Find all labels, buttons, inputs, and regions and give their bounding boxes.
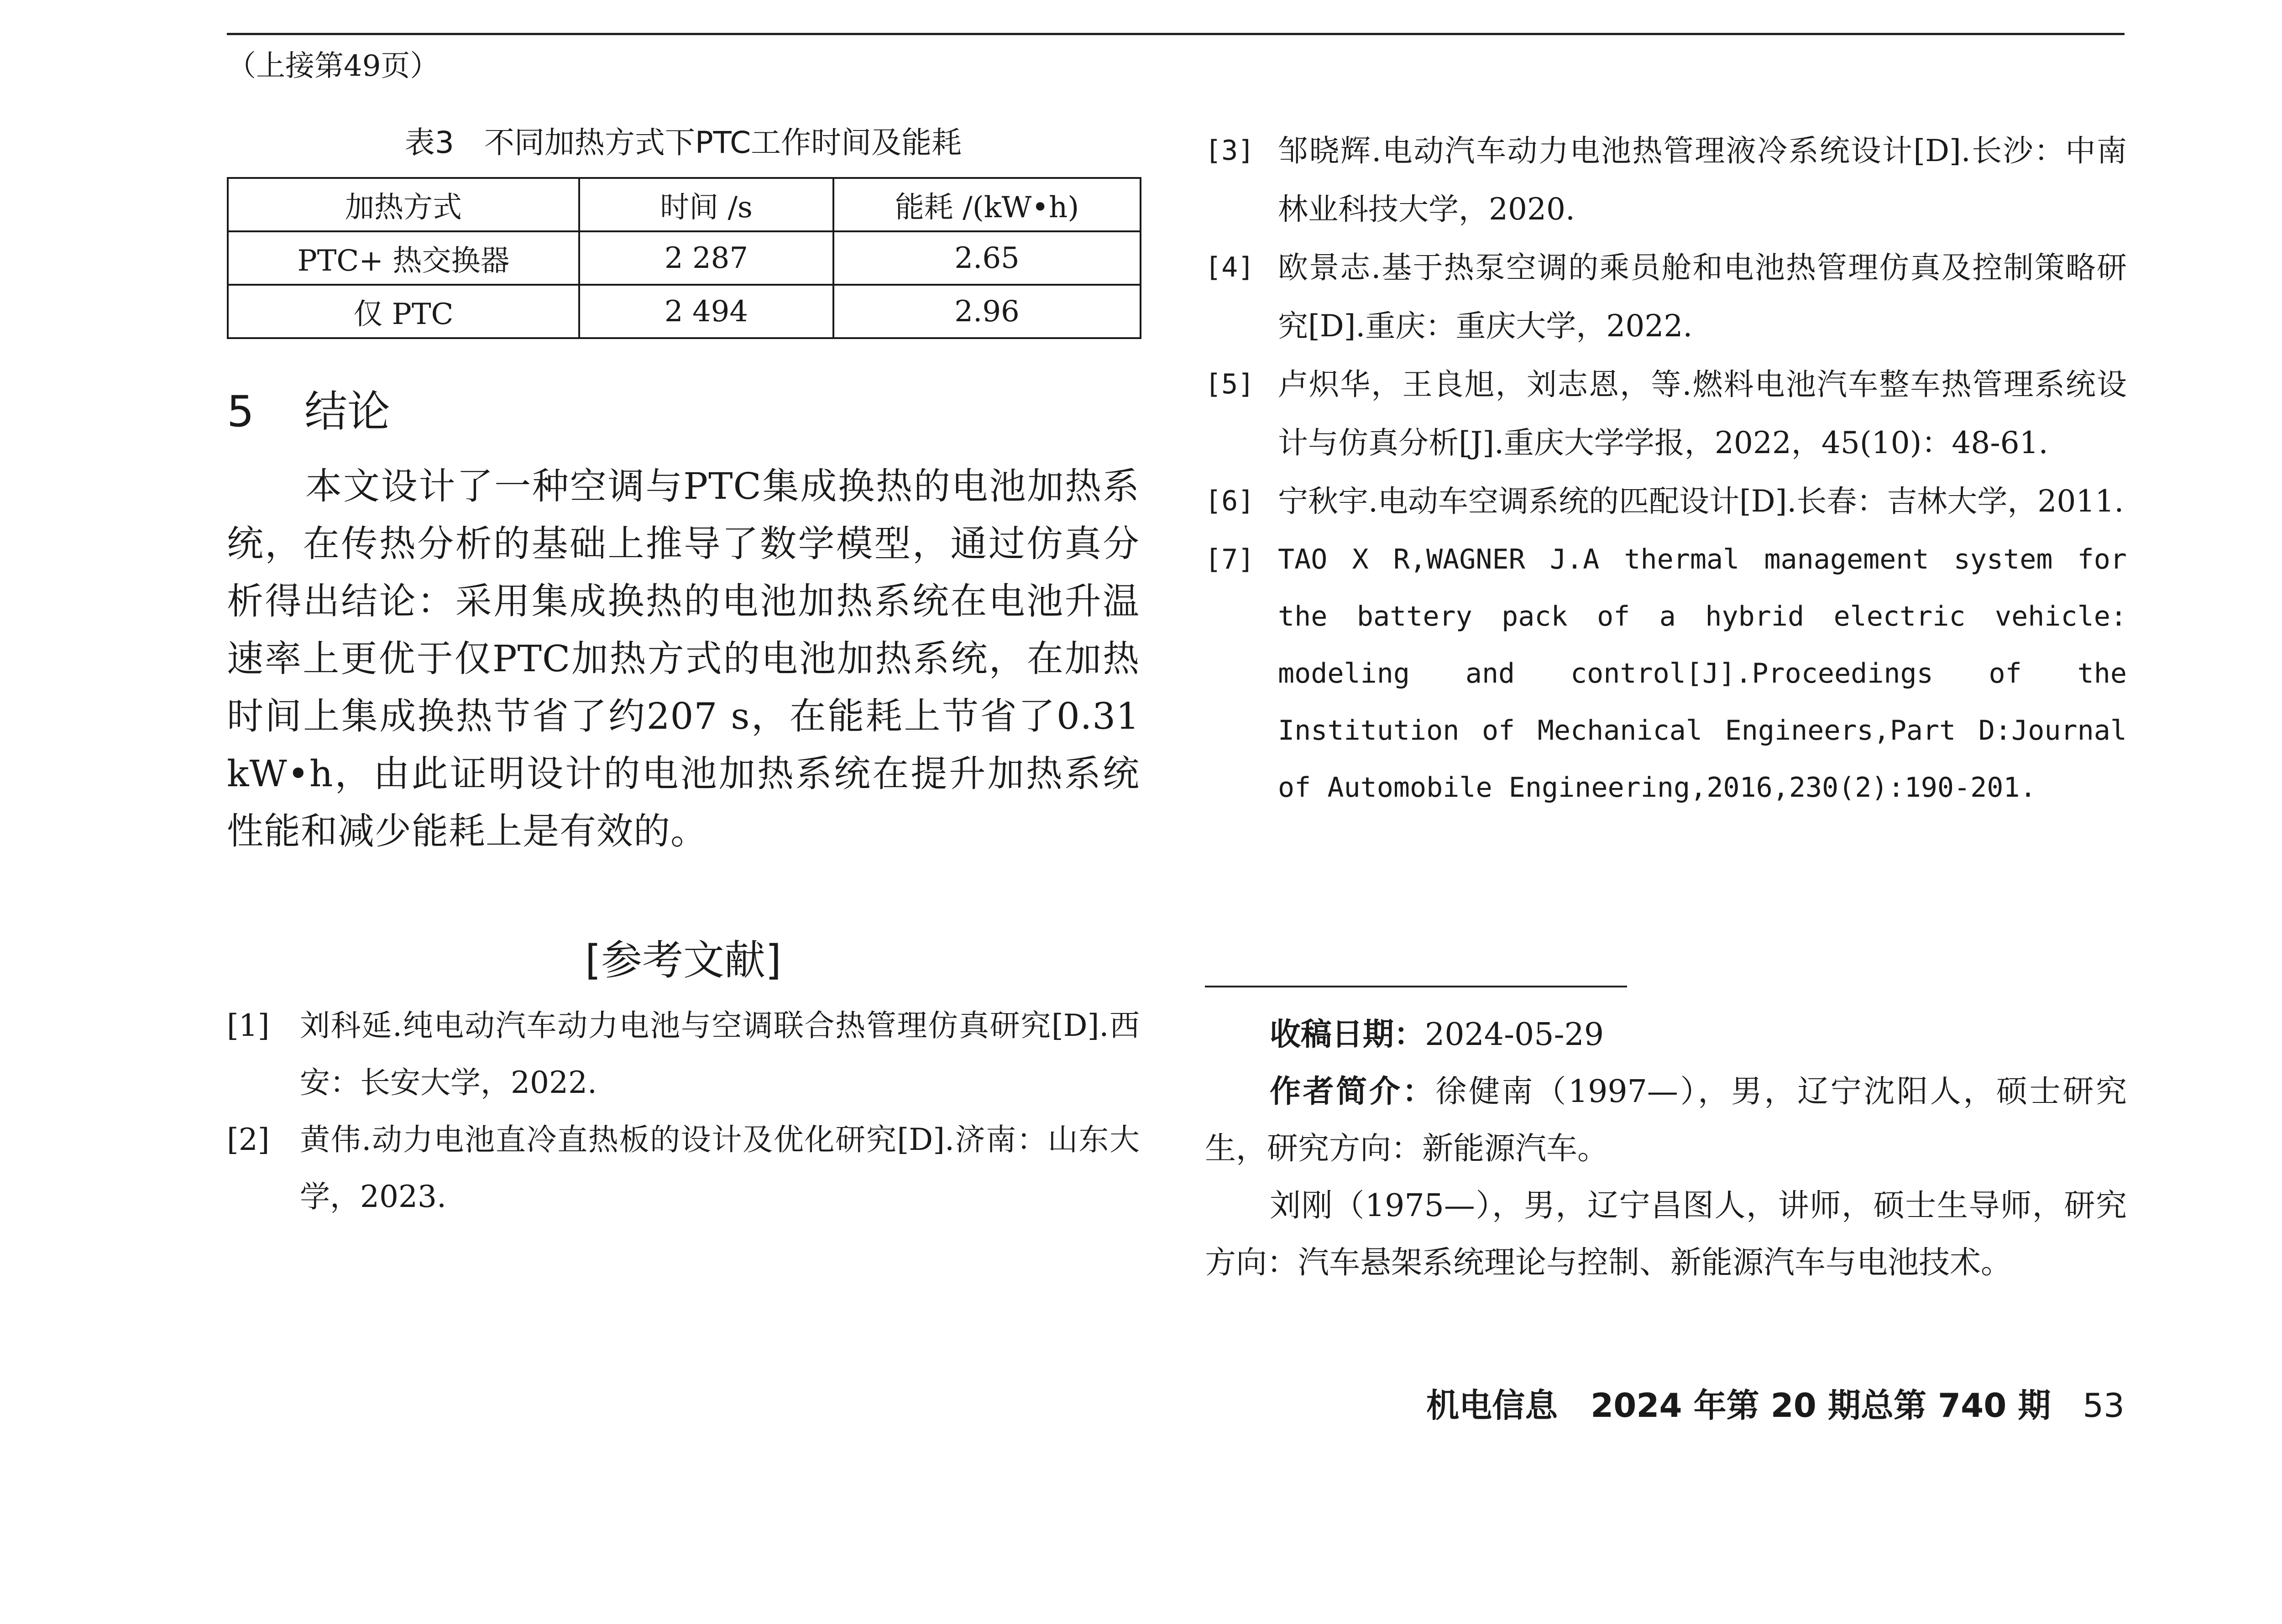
table-header-row — [228, 178, 1141, 231]
section-heading-conclusion — [227, 385, 1140, 439]
footnote-rule — [1205, 986, 1627, 987]
right-column — [1205, 122, 2127, 816]
author-1-bio: 徐健南（1997—），男，辽宁沈阳人，硕士研究生，研究方向：新能源汽车。 — [1205, 1074, 2127, 1167]
table-caption: 表3 不同加热方式下PTC工作时间及能耗 — [404, 125, 962, 160]
reference-text: TAO X R,WAGNER J.A thermal management system for the battery pack of a hybrid electric vehicle: modeling and control[J].Proceedings of the Institution of Mechanical Engineers,Part D:Journal of Automobile Engineering,2016,230(2):190-201. — [1278, 543, 2127, 804]
reference-number: [7] — [1205, 543, 1255, 575]
received-label: 收稿日期： — [1270, 1017, 1425, 1053]
article-info — [1205, 1006, 2127, 1291]
journal-footer — [1426, 1383, 2125, 1428]
reference-number: [1] — [227, 1008, 270, 1043]
reference-text: 刘科延.纯电动汽车动力电池与空调联合热管理仿真研究[D].西安：长安大学，2022. — [300, 1008, 1140, 1100]
table-header-cell: 加热方式 — [228, 178, 579, 231]
continued-from-note: （上接第49页） — [227, 49, 440, 83]
section-title: 结论 — [304, 387, 391, 437]
table-cell: 2 287 — [579, 231, 833, 285]
reference-item — [1205, 239, 2127, 356]
reference-text: 欧景志.基于热泵空调的乘员舱和电池热管理仿真及控制策略研究[D].重庆：重庆大学，2022. — [1278, 250, 2127, 344]
reference-item — [1205, 356, 2127, 473]
table-cell: 2 494 — [579, 285, 833, 338]
conclusion-paragraph: 本文设计了一种空调与PTC集成换热的电池加热系统，在传热分析的基础上推导了数学模型，通过仿真分析得出结论：采用集成换热的电池加热系统在电池升温速率上更优于仅PTC加热方式的电池加热系统，在加热时间上集成换热节省了约207 s，在能耗上节省了0.31 kW•h，由此证明设计的电池加热系统在提升加热系统性能和减少能耗上是有效的。 — [227, 465, 1140, 852]
table-header-cell: 时间 /s — [579, 178, 833, 231]
reference-text: 邹晓辉.电动汽车动力电池热管理液冷系统设计[D].长沙：中南林业科技大学，2020. — [1278, 133, 2127, 227]
reference-text: 黄伟.动力电池直冷直热板的设计及优化研究[D].济南：山东大学，2023. — [300, 1122, 1140, 1214]
table-header-cell: 能耗 /(kW•h) — [833, 178, 1141, 231]
reference-number: [2] — [227, 1122, 270, 1157]
reference-number: [3] — [1205, 135, 1255, 167]
left-column — [227, 122, 1140, 1225]
reference-item — [227, 997, 1140, 1111]
author-intro-line — [1205, 1063, 2127, 1177]
reference-number: [6] — [1205, 485, 1255, 517]
journal-issue: 机电信息 2024 年第 20 期总第 740 期 — [1426, 1386, 2051, 1425]
heating-mode-table — [227, 177, 1141, 339]
table-row — [228, 285, 1141, 338]
reference-item — [227, 1111, 1140, 1225]
author-2-line — [1205, 1177, 2127, 1291]
table-cell: 2.96 — [833, 285, 1141, 338]
table-cell: PTC+ 热交换器 — [228, 231, 579, 285]
table-cell: 2.65 — [833, 231, 1141, 285]
reference-item — [1205, 122, 2127, 239]
references-heading: [参考文献] — [585, 936, 782, 984]
reference-list-right — [1205, 122, 2127, 816]
reference-list-left — [227, 997, 1140, 1225]
top-rule — [227, 33, 2125, 35]
reference-text: 卢炽华，王良旭，刘志恩，等.燃料电池汽车整车热管理系统设计与仿真分析[J].重庆大学学报，2022，45(10)：48-61. — [1278, 367, 2127, 460]
reference-item — [1205, 473, 2127, 531]
reference-text: 宁秋宇.电动车空调系统的匹配设计[D].长春：吉林大学，2011. — [1278, 484, 2124, 519]
reference-number: [5] — [1205, 368, 1255, 400]
reference-number: [4] — [1205, 251, 1255, 283]
table-row — [228, 231, 1141, 285]
author-label: 作者简介： — [1270, 1074, 1436, 1110]
page-number: 53 — [2083, 1386, 2125, 1425]
table-cell: 仅 PTC — [228, 285, 579, 338]
section-number: 5 — [227, 387, 254, 437]
reference-item — [1205, 531, 2127, 816]
received-date: 2024-05-29 — [1425, 1017, 1604, 1053]
author-2-bio: 刘刚（1975—），男，辽宁昌图人，讲师，硕士生导师，研究方向：汽车悬架系统理论与控制、新能源汽车与电池技术。 — [1205, 1188, 2127, 1281]
received-date-line — [1205, 1006, 2127, 1063]
